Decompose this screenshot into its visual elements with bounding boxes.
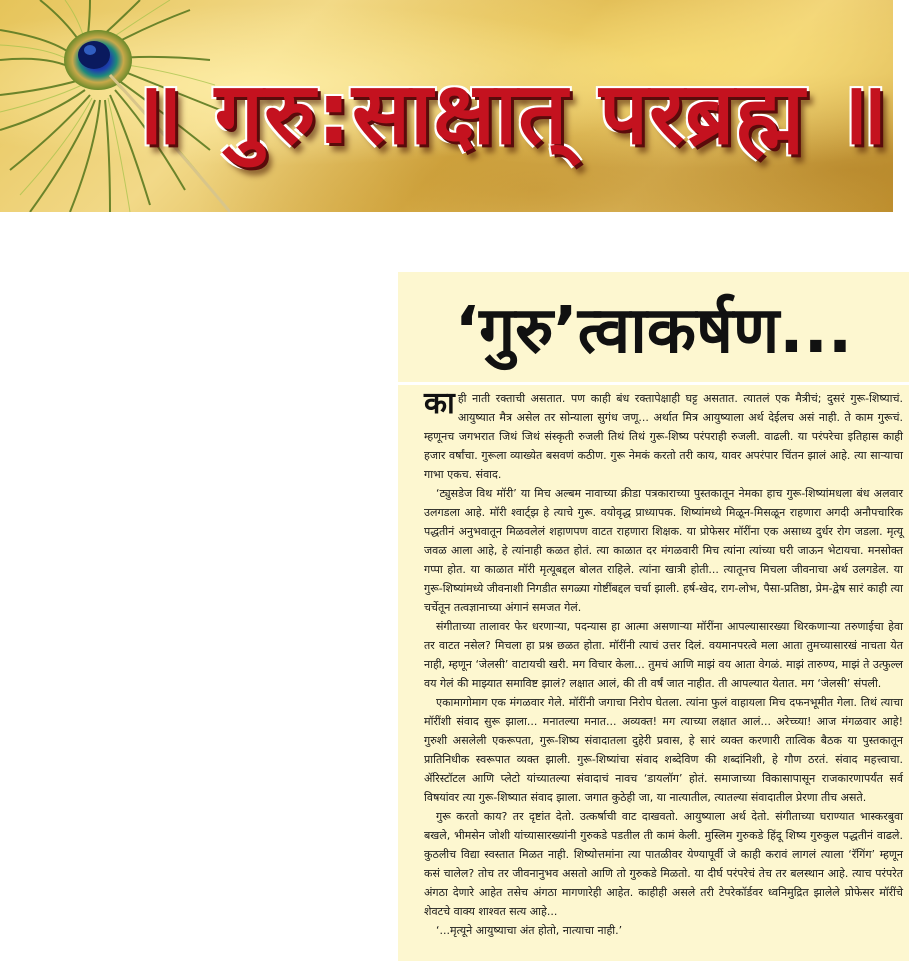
article-body	[398, 385, 909, 961]
paragraph-text: ही नाती रक्ताची असतात. पण काही बंध रक्तापेक्षाही घट्ट असतात. त्यातलं एक मैत्रीचं; दुसरं गुरू-शिष्याचं. आयुष्यात मैत्र असेल तर सोन्याला सुगंध जणू... अर्थात मित्र आयुष्याला अर्थ देईलच असं नाही. ते काम गुरूचं. म्हणूनच जगभरात जिथं जिथं संस्कृती रुजली तिथं तिथं गुरू-शिष्य परंपराही रुजली. वाढली. या परंपरेचा इतिहास काही हजार वर्षांचा. गुरूला व्याख्येत बसवणं कठीण. गुरू नेमकं करतो तरी काय, यावर अपरंपार चिंतन झालं आहे. त्या साऱ्याचा गाभा एकच. संवाद.	[424, 392, 903, 481]
article-headline: ‘गुरु’त्वाकर्षण...	[454, 293, 853, 368]
closing-quote: ‘...मृत्यूने आयुष्याचा अंत होतो, नात्याचा नाही.’	[436, 924, 623, 937]
paragraph: संगीताच्या तालावर फेर धरणाऱ्या, पदन्यास हा आत्मा असणाऱ्या मॉरींना आपल्यासारख्या थिरकणाऱ्या तरुणाईचा हेवा तर वाटत नसेल? मिचला हा प्रश्न छळत होता. मॉरींनी त्याचं उत्तर दिलं. वयमानपरत्वे मला आता तुमच्यासारखं नाचता येत नाही, म्हणून ‘जेलसी’ वाटायची खरी. मग विचार केला... तुमचं आणि माझं वय आता वेगळं. माझं तारुण्य, माझं ते उत्फुल्ल वय गेलं की माझ्यात समाविष्ट झालं? लक्षात आलं, की ती वर्षं जात नाहीत. ती आपल्यात येतात. मग ‘जेलसी’ संपली.	[424, 620, 903, 690]
paragraph: एकामागोमाग एक मंगळवार गेले. मॉरींनी जगाचा निरोप घेतला. त्यांना फुलं वाहायला मिच दफनभूमीत गेला. तिथं त्याचा मॉरींशी संवाद सुरू झाला... मनातल्या मनात... अव्यक्त! मग त्याच्या लक्षात आलं... अरेच्च्या! आज मंगळवार आहे! गुरुशी असलेली एकरूपता, गुरू-शिष्य संवादातला दुहेरी प्रवास, हे सारं व्यक्त करणारी तात्विक बैठक या पुस्तकातून प्रातिनिधीक स्वरूपात व्यक्त झाली. गुरू-शिष्यांचा संवाद शब्देविण की शब्दांनिशी, हे गौण ठरतं. संवाद महत्त्वाचा. ॲरिस्टॉटल आणि प्लेटो यांच्यातल्या संवादाचं नावच ‘डायलॉग’ होतं. समाजाच्या विकासापासून राजकारणापर्यंत सर्व विषयांवर त्या गुरू-शिष्यात संवाद झाला. जगात कुठेही जा, या नात्यातील, त्यातल्या संवादातील प्रेरणा तीच असते.	[424, 696, 903, 804]
drop-cap: का	[424, 386, 455, 421]
headline-box	[398, 272, 909, 382]
paragraph: गुरू करतो काय? तर दृष्टांत देतो. उत्कर्षाची वाट दाखवतो. आयुष्याला अर्थ देतो. संगीताच्या घराण्यात भास्करबुवा बखले, भीमसेन जोशी यांच्यासारख्यांनी गुरुकडे पडतील ती कामं केली. मुस्लिम गुरुकडे हिंदू शिष्य गुरुकुल पद्धतीनं वाढले. कुठलीच विद्या स्वस्तात मिळत नाही. शिष्योत्तमांना त्या पातळीवर येण्यापूर्वी जे काही करावं लागलं त्याला ‘रॅगिंग’ म्हणून कसं चालेल? तोच तर जीवनानुभव असतो आणि तो गुरुकडे मिळतो. या दीर्घ परंपरेचं तेच तर बलस्थान आहे. त्याच परंपरेत अंगठा देणारे आहेत तसेच अंगठा मागणारेही आहेत. काहीही असले तरी टेपरेकॉर्डवर ध्वनिमुद्रित झालेले प्रोफेसर मॉरींचे शेवटचे वाक्य शाश्वत सत्य आहे...	[424, 810, 903, 918]
paragraph	[424, 386, 903, 484]
banner-title: ॥ गुरु:साक्षात् परब्रह्म ॥	[131, 63, 889, 164]
paragraph: ‘ट्युसडेज विथ मॉरी’ या मिच अल्बम नावाच्या क्रीडा पत्रकाराच्या पुस्तकातून नेमका हाच गुरू-शिष्यांमधला बंध अलवार उलगडला आहे. मॉरी श्वार्ट्झ हे त्याचे गुरू. वयोवृद्ध प्राध्यापक. शिष्यांमध्ये मिळून-मिसळून राहणारा अगदी अनौपचारिक पद्धतीनं अनुभवातून मिळवलेलं शहाणपण वाटत राहणारा शिक्षक. या प्रोफेसर मॉरींना एक असाध्य दुर्धर रोग जडला. मृत्यू जवळ आला आहे, हे त्यांनाही कळत होतं. त्या काळात दर मंगळवारी मिच त्यांना त्यांच्या घरी जाऊन भेटायचा. मनसोक्त गप्पा होत. या काळात मॉरी मृत्यूबद्दल बोलत राहिले. त्यांना खात्री होती... त्यातूनच मिचला जीवनाचा अर्थ उलगडेल. या गुरू-शिष्यांमध्ये जीवनाशी निगडीत सगळ्या गोष्टींबद्दल चर्चा झाली. हर्ष-खेद, राग-लोभ, पैसा-प्रतिष्ठा, प्रेम-द्वेष सारं काही त्या चर्चेतून तत्वज्ञानाच्या अंगानं समजत गेलं.	[424, 487, 903, 614]
banner	[0, 0, 893, 212]
